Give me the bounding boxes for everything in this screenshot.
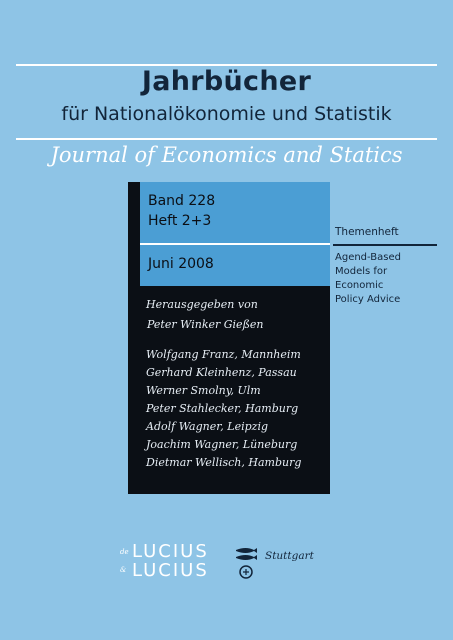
logo-prefix: de [120, 548, 129, 556]
issue-number: Heft 2+3 [148, 213, 212, 229]
theme-line: Models for [335, 266, 388, 277]
issue-volume: Band 228 [148, 193, 216, 209]
cover-subtitle: für Nationalökonomie und Statistik [61, 103, 392, 125]
publisher-city: Stuttgart [265, 550, 314, 562]
editor-label: Herausgegeben von [146, 298, 258, 311]
board-member: Joachim Wagner, Lüneburg [146, 438, 298, 451]
theme-topic [335, 251, 445, 307]
logo-prefix: & [120, 566, 127, 574]
board-member: Peter Stahlecker, Hamburg [146, 402, 299, 415]
issue-date: Juni 2008 [148, 256, 214, 272]
theme-line: Economic [335, 280, 384, 291]
logo-line: LUCIUS [132, 541, 209, 562]
theme-line: Policy Advice [335, 294, 401, 305]
board-member: Adolf Wagner, Leipzig [146, 420, 269, 433]
issue-divider [140, 243, 330, 245]
middle-rule [16, 138, 437, 140]
cover-title: Jahrbücher [141, 66, 312, 97]
theme-rule [333, 244, 437, 246]
editorial-board [146, 346, 301, 472]
theme-line: Agend-Based [335, 252, 401, 263]
theme-heading: Themenheft [335, 226, 399, 238]
board-member: Wolfgang Franz, Mannheim [146, 348, 301, 361]
logo-line: LUCIUS [132, 560, 209, 581]
editor-name: Peter Winker Gießen [147, 318, 264, 331]
publisher-logo [118, 541, 228, 583]
journal-title: Journal of Economics and Statics [50, 143, 403, 167]
board-member: Dietmar Wellisch, Hamburg [146, 456, 302, 469]
board-member: Gerhard Kleinhenz, Passau [146, 366, 297, 379]
board-member: Werner Smolny, Ulm [146, 384, 261, 397]
fish-icon [234, 545, 258, 581]
